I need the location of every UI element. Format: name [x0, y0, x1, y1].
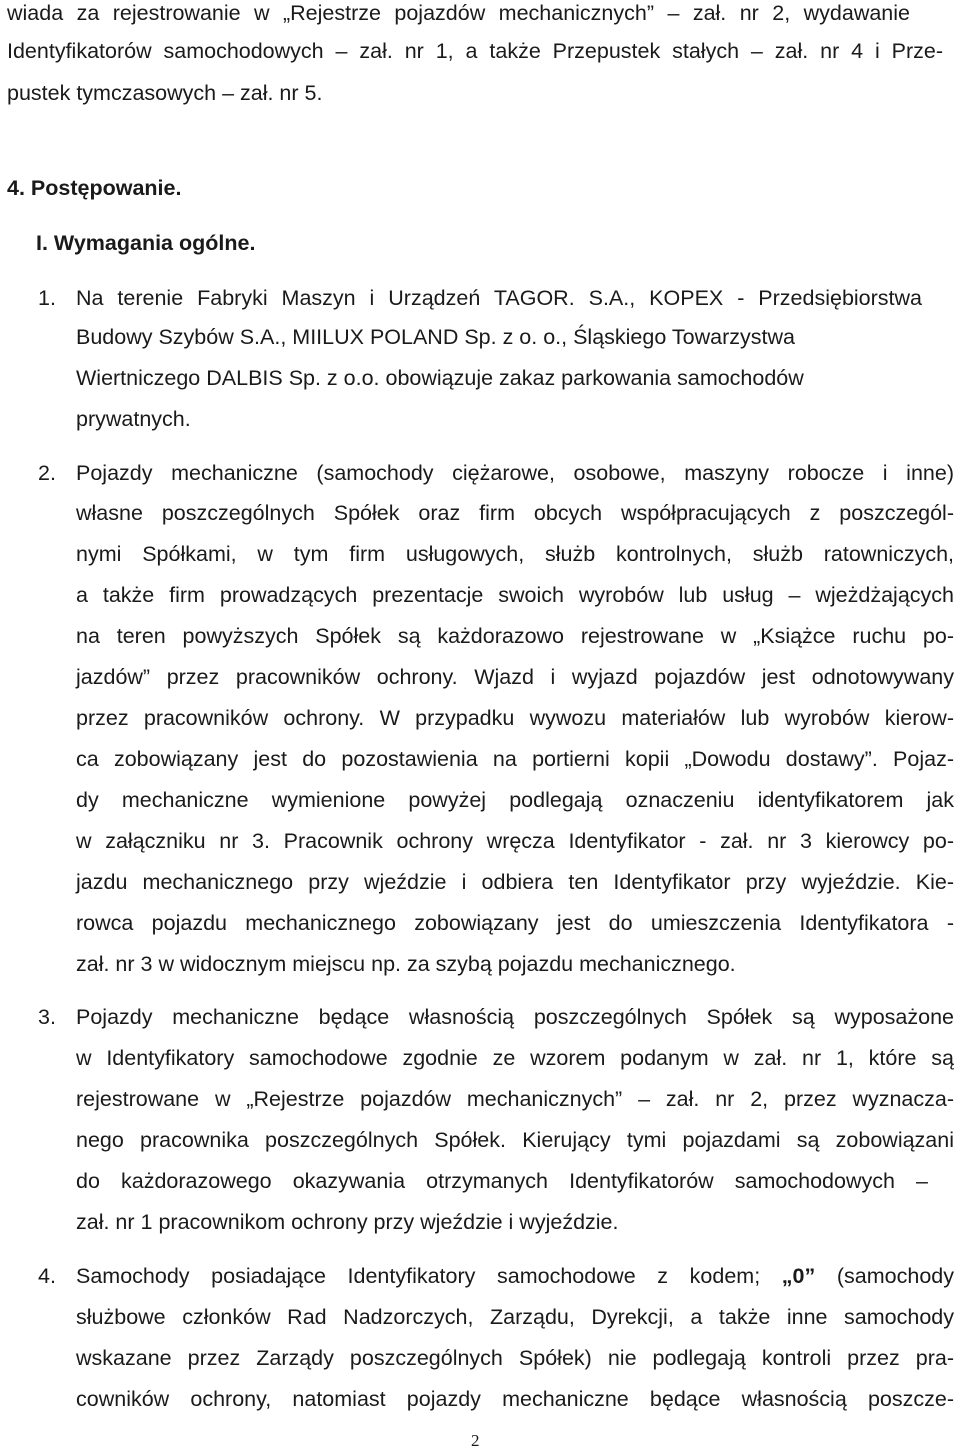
item-line: ca zobowiązany jest do pozostawienia na portierni kopii „Dowodu dostawy”. Pojaz-: [76, 747, 954, 771]
item-line: Pojazdy mechaniczne (samochody ciężarowe, osobowe, maszyny robocze i inne): [76, 461, 954, 485]
item-line-text: Samochody posiadające Identyfikatory samochodowe z kodem;: [76, 1264, 782, 1288]
item-line: Wiertniczego DALBIS Sp. z o.o. obowiązuje zakaz parkowania samochodów: [76, 366, 804, 390]
page-number: 2: [471, 1431, 480, 1450]
item-line: Budowy Szybów S.A., MIILUX POLAND Sp. z o. o., Śląskiego Towarzystwa: [76, 325, 795, 349]
item-line: prywatnych.: [76, 407, 191, 431]
item-line: nego pracownika poszczególnych Spółek. Kierujący tymi pojazdami są zobowiązani: [76, 1128, 954, 1152]
item-line: rowca pojazdu mechanicznego zobowiązany jest do umieszczenia Identyfikatora -: [76, 911, 954, 935]
item-line: dy mechaniczne wymienione powyżej podlegają oznaczeniu identyfikatorem jak: [76, 788, 954, 812]
item-line-with-code: [76, 1263, 954, 1289]
item-line: zał. nr 3 w widocznym miejscu np. za szybą pojazdu mechanicznego.: [76, 952, 736, 976]
item-line: własne poszczególnych Spółek oraz firm obcych współpracujących z poszczegól-: [76, 501, 954, 525]
code-value: „0”: [781, 1264, 816, 1288]
item-line: a także firm prowadzących prezentacje swoich wyrobów lub usług – wjeżdżających: [76, 583, 954, 607]
item-line: nymi Spółkami, w tym firm usługowych, służb kontrolnych, służb ratowniczych,: [76, 542, 954, 566]
item-line: Na terenie Fabryki Maszyn i Urządzeń TAGOR. S.A., KOPEX - Przedsiębiorstwa: [76, 286, 922, 310]
item-number: 1.: [38, 286, 56, 310]
item-line: służbowe członków Rad Nadzorczych, Zarządu, Dyrekcji, a także inne samochody: [76, 1305, 954, 1329]
intro-line-2: Identyfikatorów samochodowych – zał. nr 1, a także Przepustek stałych – zał. nr 4 i Prze-: [7, 39, 943, 63]
item-line: do każdorazowego okazywania otrzymanych Identyfikatorów samochodowych –: [76, 1169, 928, 1193]
item-line: na teren powyższych Spółek są każdorazowo rejestrowane w „Książce ruchu po-: [76, 624, 954, 648]
item-line: cowników ochrony, natomiast pojazdy mechaniczne będące własnością poszcze-: [76, 1387, 954, 1411]
item-line: przez pracowników ochrony. W przypadku wywozu materiałów lub wyrobów kierow-: [76, 706, 954, 730]
section-heading: 4. Postępowanie.: [7, 176, 182, 200]
item-line: jazdu mechanicznego przy wjeździe i odbiera ten Identyfikator przy wyjeździe. Kie-: [76, 870, 954, 894]
item-line: zał. nr 1 pracownikom ochrony przy wjeździe i wyjeździe.: [76, 1210, 619, 1234]
item-line: jazdów” przez pracowników ochrony. Wjazd i wyjazd pojazdów jest odnotowywany: [76, 665, 954, 689]
item-line-text: (samochody: [815, 1264, 954, 1288]
intro-line-1: wiada za rejestrowanie w „Rejestrze pojazdów mechanicznych” – zał. nr 2, wydawanie: [7, 1, 910, 25]
item-line: w załączniku nr 3. Pracownik ochrony wręcza Identyfikator - zał. nr 3 kierowcy po-: [76, 829, 954, 853]
item-number: 2.: [38, 461, 56, 485]
item-number: 3.: [38, 1005, 56, 1029]
item-number: 4.: [38, 1264, 56, 1288]
item-line: Pojazdy mechaniczne będące własnością poszczególnych Spółek są wyposażone: [76, 1005, 954, 1029]
item-line: wskazane przez Zarządy poszczególnych Spółek) nie podlegają kontroli przez pra-: [76, 1346, 954, 1370]
section-subheading: I. Wymagania ogólne.: [36, 231, 256, 255]
item-line: rejestrowane w „Rejestrze pojazdów mechanicznych” – zał. nr 2, przez wyznacza-: [76, 1087, 954, 1111]
item-line: w Identyfikatory samochodowe zgodnie ze wzorem podanym w zał. nr 1, które są: [76, 1046, 954, 1070]
intro-line-3: pustek tymczasowych – zał. nr 5.: [7, 81, 323, 105]
